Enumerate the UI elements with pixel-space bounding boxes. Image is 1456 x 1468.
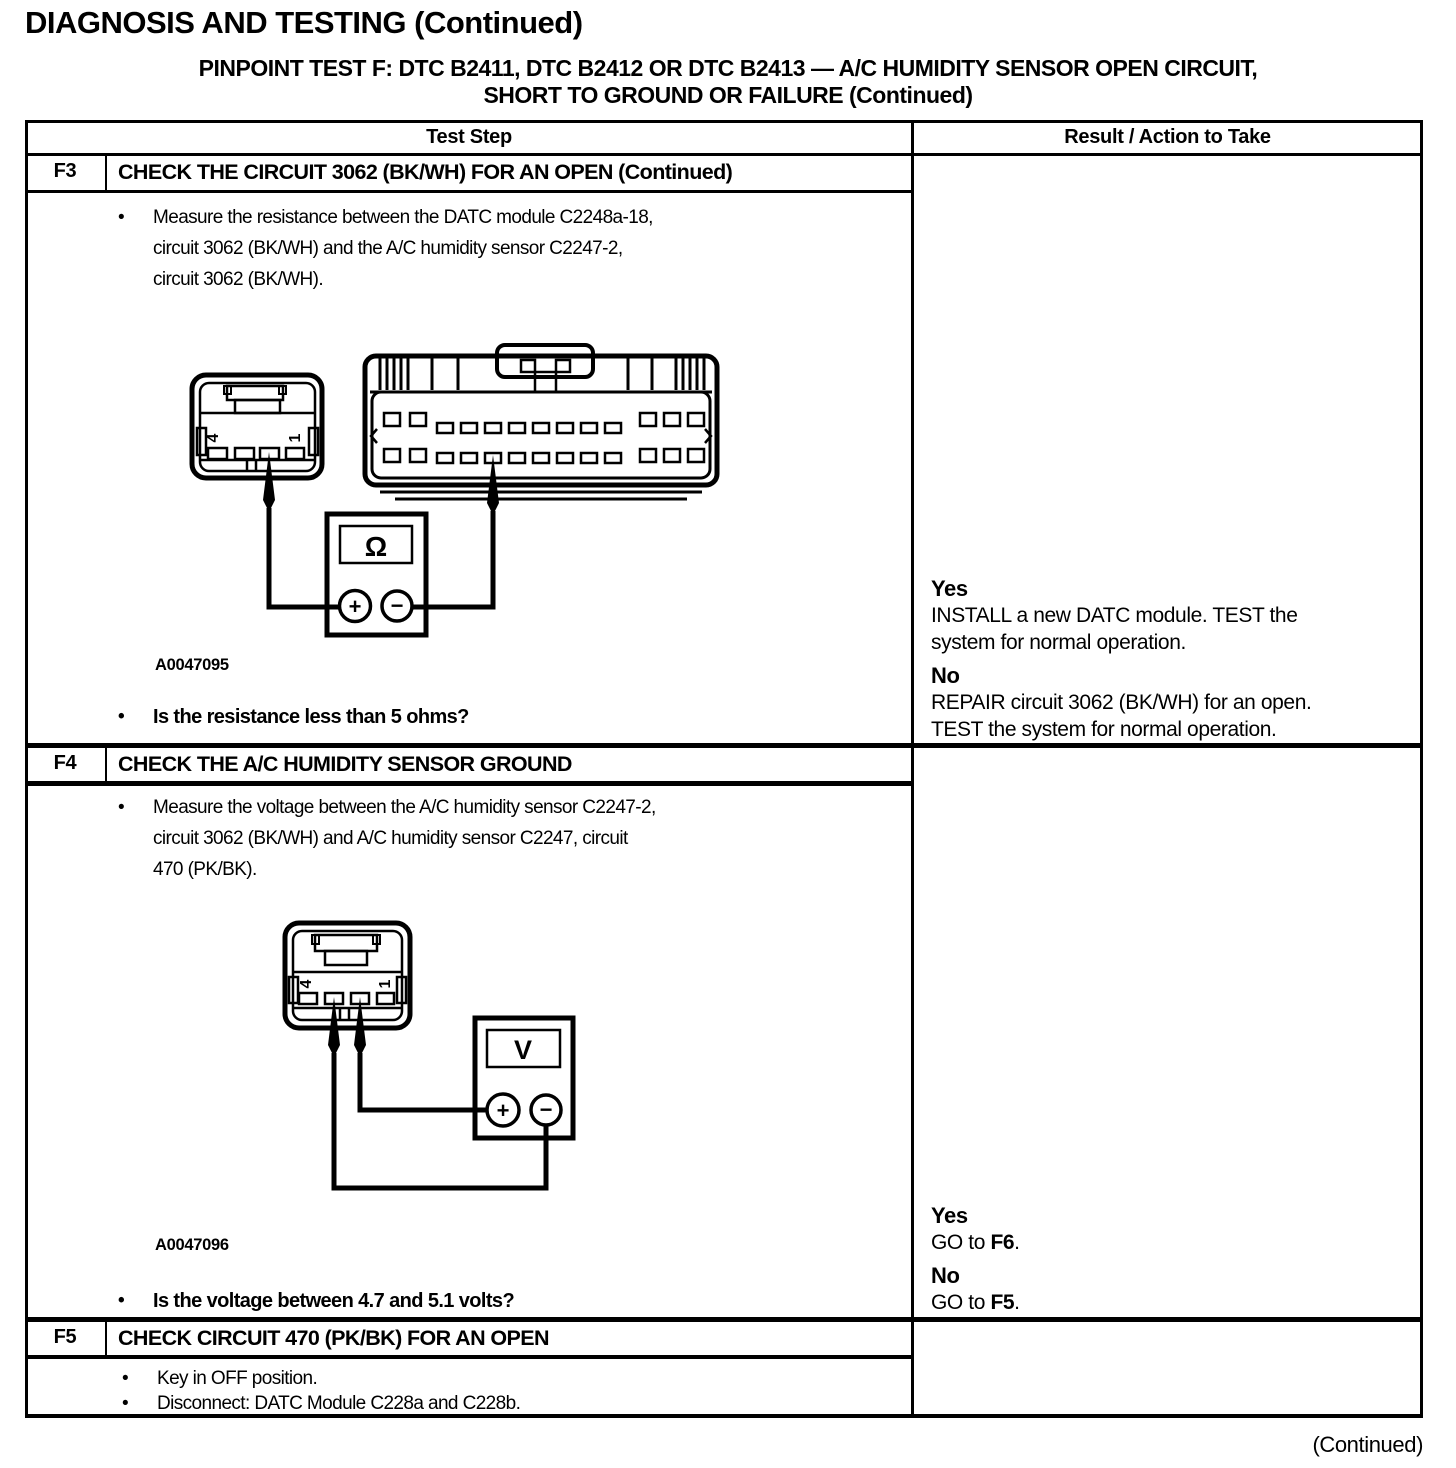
ohmmeter-wiring-diagram <box>150 343 790 643</box>
f4-title-underline <box>27 781 911 786</box>
figure-id-label: A0047095 <box>155 656 229 674</box>
step-id-divider-f4 <box>105 748 107 781</box>
no-label: No <box>931 1263 960 1288</box>
header-row-separator <box>27 153 1421 156</box>
ohmmeter <box>327 514 426 635</box>
voltmeter-wiring-diagram <box>150 915 710 1200</box>
f4-instruction-line: Measure the voltage between the A/C humidity sensor C2247-2, <box>153 797 656 818</box>
f3-no-action-line: REPAIR circuit 3062 (BK/WH) for an open. <box>931 691 1312 714</box>
yes-label: Yes <box>931 1203 968 1228</box>
humidity-sensor-connector <box>285 923 410 1028</box>
plus-terminal-icon: + <box>348 594 362 619</box>
step-id-f3: F3 <box>53 160 77 182</box>
f5-title-underline <box>27 1355 911 1359</box>
f4-question: • Is the voltage between 4.7 and 5.1 volts? <box>118 1290 515 1312</box>
connector-hatch-lines <box>380 358 704 390</box>
f4-yes-action: GO to F6. <box>931 1231 1020 1254</box>
humidity-sensor-connector <box>192 375 322 478</box>
f3-title-underline <box>27 190 911 193</box>
f4-result-cell <box>931 1203 1419 1316</box>
test-probes-and-leads <box>328 997 546 1188</box>
step-id-f5: F5 <box>53 1326 77 1348</box>
no-label: No <box>931 663 960 688</box>
figure-id-label: A0047096 <box>155 1236 229 1254</box>
f3-yes-action-line: INSTALL a new DATC module. TEST the <box>931 604 1298 627</box>
f3-instructions <box>118 202 653 295</box>
page-title: DIAGNOSIS AND TESTING (Continued) <box>25 5 583 40</box>
row-separator-thick <box>27 1317 1421 1322</box>
f3-instruction-line: circuit 3062 (BK/WH) and the A/C humidity sensor C2247-2, <box>153 238 623 259</box>
f5-instruction-line: Disconnect: DATC Module C228a and C228b. <box>157 1393 521 1414</box>
f5-instruction-line: Key in OFF position. <box>157 1368 318 1389</box>
step-id-divider-f3 <box>105 156 107 192</box>
plus-terminal-icon: + <box>496 1098 510 1123</box>
column-divider <box>911 122 914 1416</box>
step-id-divider-f5 <box>105 1322 107 1355</box>
f4-instructions <box>118 792 656 885</box>
pin-label-1: 1 <box>377 979 394 989</box>
bullet-icon: • <box>118 207 125 228</box>
f3-no-action-line: TEST the system for normal operation. <box>931 718 1277 741</box>
column-header-test-step: Test Step <box>426 126 512 148</box>
test-probes-and-leads <box>263 452 499 607</box>
f3-result-cell <box>931 576 1419 743</box>
row-separator-thick <box>27 743 1421 748</box>
f3-yes-action-line: system for normal operation. <box>931 631 1186 654</box>
volt-symbol: V <box>513 1035 533 1065</box>
minus-terminal-icon: − <box>390 593 404 618</box>
continued-note: (Continued) <box>1312 1432 1423 1457</box>
bullet-icon: • <box>118 1290 125 1311</box>
minus-terminal-icon: − <box>539 1097 553 1122</box>
pinpoint-test-subtitle-line1: PINPOINT TEST F: DTC B2411, DTC B2412 OR DTC B2413 — A/C HUMIDITY SENSOR OPEN CIRCUIT, <box>198 55 1258 81</box>
bullet-icon: • <box>118 706 125 727</box>
yes-label: Yes <box>931 576 968 601</box>
step-title-f3: CHECK THE CIRCUIT 3062 (BK/WH) FOR AN OPEN (Continued) <box>118 160 733 184</box>
f4-instruction-line: 470 (PK/BK). <box>153 859 257 880</box>
pin-label-1: 1 <box>287 433 304 443</box>
f4-no-action: GO to F5. <box>931 1291 1020 1314</box>
pin-label-4: 4 <box>205 433 222 443</box>
connector-pins <box>384 413 704 463</box>
pin-label-4: 4 <box>298 979 315 989</box>
step-title-f4: CHECK THE A/C HUMIDITY SENSOR GROUND <box>118 752 572 776</box>
step-id-f4: F4 <box>53 752 77 774</box>
column-header-result-action: Result / Action to Take <box>1064 126 1271 148</box>
bullet-icon: • <box>122 1368 129 1389</box>
step-title-f5: CHECK CIRCUIT 470 (PK/BK) FOR AN OPEN <box>118 1326 549 1350</box>
ohm-symbol: Ω <box>364 531 388 562</box>
pinpoint-test-subtitle-line2: SHORT TO GROUND OR FAILURE (Continued) <box>483 82 973 108</box>
f5-instructions <box>122 1366 520 1416</box>
f3-instruction-line: Measure the resistance between the DATC module C2248a-18, <box>153 207 653 228</box>
f4-instruction-line: circuit 3062 (BK/WH) and A/C humidity sensor C2247, circuit <box>153 828 628 849</box>
f3-question: • Is the resistance less than 5 ohms? <box>118 706 469 728</box>
bullet-icon: • <box>122 1393 129 1414</box>
datc-module-connector <box>365 345 717 499</box>
voltmeter <box>475 1018 573 1138</box>
bullet-icon: • <box>118 797 125 818</box>
f3-instruction-line: circuit 3062 (BK/WH). <box>153 269 324 290</box>
